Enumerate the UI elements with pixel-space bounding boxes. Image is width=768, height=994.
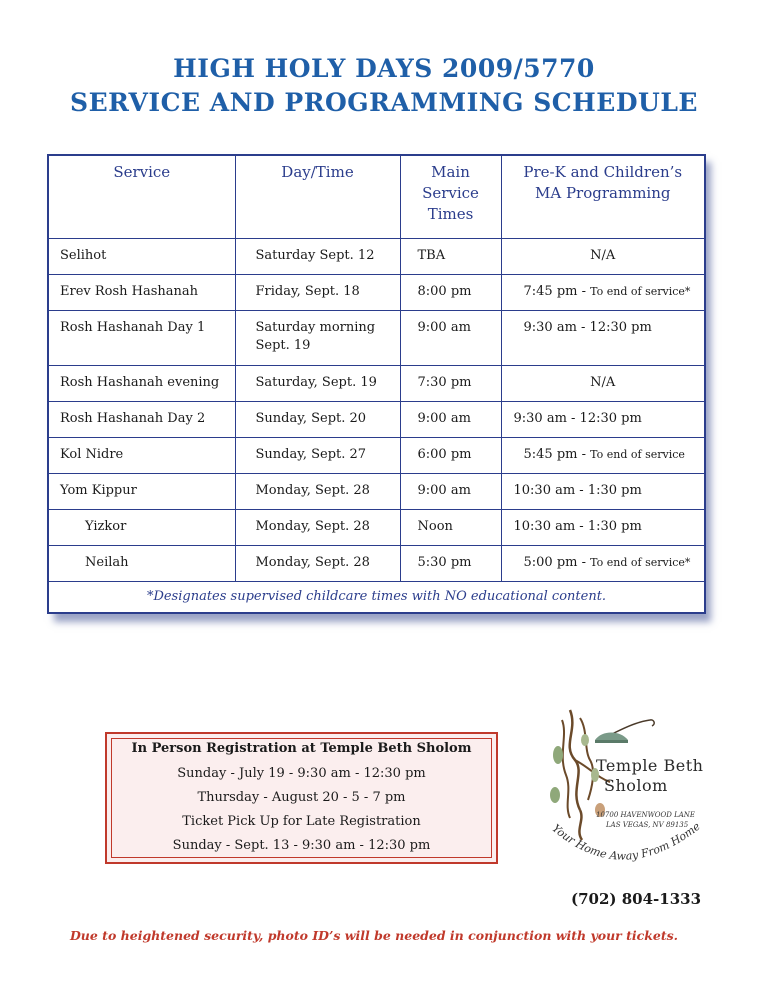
header-main-service-times: Main Service Times	[400, 155, 501, 238]
table-row	[48, 401, 705, 437]
table-footnote: *Designates supervised childcare times with NO educational content.	[48, 581, 705, 613]
header-service: Service	[48, 155, 235, 238]
logo-name-line1: Temple Beth	[596, 756, 704, 775]
cell-day: Sunday, Sept. 27	[235, 437, 400, 473]
cell-main-time: 8:00 pm	[400, 274, 501, 310]
header-prek-programming: Pre-K and Children’s MA Programming	[501, 155, 705, 238]
cell-main-time: 6:00 pm	[400, 437, 501, 473]
cell-prek: 5:00 pm - To end of service*	[501, 545, 705, 581]
cell-prek-note: To end of service	[590, 447, 685, 461]
cell-day: Saturday Sept. 12	[235, 238, 400, 274]
cell-main-time: 7:30 pm	[400, 365, 501, 401]
cell-service: Rosh Hashanah Day 1	[48, 310, 235, 365]
cell-day: Monday, Sept. 28	[235, 545, 400, 581]
cell-prek: N/A	[501, 238, 705, 274]
cell-service: Selihot	[48, 238, 235, 274]
header-day-time: Day/Time	[235, 155, 400, 238]
cell-prek: 10:30 am - 1:30 pm	[501, 473, 705, 509]
cell-service: Yom Kippur	[48, 473, 235, 509]
cell-main-time: 9:00 am	[400, 310, 501, 365]
table-row	[48, 238, 705, 274]
table-row	[48, 509, 705, 545]
cell-prek: 10:30 am - 1:30 pm	[501, 509, 705, 545]
logo-tagline	[540, 700, 730, 880]
registration-box	[105, 732, 498, 864]
table-row	[48, 365, 705, 401]
logo-name-line2: Sholom	[604, 776, 668, 795]
cell-service: Rosh Hashanah evening	[48, 365, 235, 401]
schedule-table-container	[47, 154, 704, 614]
cell-service: Erev Rosh Hashanah	[48, 274, 235, 310]
cell-prek-note: To end of service*	[590, 555, 691, 569]
table-row	[48, 545, 705, 581]
registration-line: Sunday - Sept. 13 - 9:30 am - 12:30 pm	[172, 838, 431, 853]
footnote-row	[48, 581, 705, 613]
cell-main-time: 9:00 am	[400, 473, 501, 509]
svg-text:Your Home Away From Home: Your Home Away From Home	[549, 819, 703, 863]
registration-heading: In Person Registration at Temple Beth Sholom	[131, 741, 472, 756]
page-title-line1: HIGH HOLY DAYS 2009/5770	[173, 54, 595, 83]
cell-prek-note: To end of service*	[590, 284, 691, 298]
cell-prek: 9:30 am - 12:30 pm	[501, 310, 705, 365]
cell-day: Sunday, Sept. 20	[235, 401, 400, 437]
cell-main-time: TBA	[400, 238, 501, 274]
cell-day: Monday, Sept. 28	[235, 473, 400, 509]
cell-main-time: 5:30 pm	[400, 545, 501, 581]
security-notice: Due to heightened security, photo ID’s will be needed in conjunction with your tickets.	[69, 928, 679, 943]
cell-prek: 5:45 pm - To end of service	[501, 437, 705, 473]
page-title-line2: SERVICE AND PROGRAMMING SCHEDULE	[70, 88, 698, 117]
cell-prek: 7:45 pm - To end of service*	[501, 274, 705, 310]
cell-main-time: Noon	[400, 509, 501, 545]
phone-number: (702) 804-1333	[571, 890, 702, 908]
registration-line: Sunday - July 19 - 9:30 am - 12:30 pm	[177, 766, 426, 781]
cell-service: Yizkor	[48, 509, 235, 545]
cell-service: Rosh Hashanah Day 2	[48, 401, 235, 437]
table-row	[48, 274, 705, 310]
cell-service: Kol Nidre	[48, 437, 235, 473]
schedule-header-row	[48, 155, 705, 238]
registration-line: Thursday - August 20 - 5 - 7 pm	[197, 790, 406, 805]
schedule-table	[47, 154, 706, 614]
logo-address-line2: LAS VEGAS, NV 89135	[606, 821, 689, 829]
cell-day: Friday, Sept. 18	[235, 274, 400, 310]
cell-service: Neilah	[48, 545, 235, 581]
logo-address-line1: 10700 HAVENWOOD LANE	[596, 811, 696, 819]
cell-day: Saturday, Sept. 19	[235, 365, 400, 401]
cell-prek: 9:30 am - 12:30 pm	[501, 401, 705, 437]
cell-day: Saturday morning Sept. 19	[235, 310, 400, 365]
table-row	[48, 437, 705, 473]
table-row	[48, 473, 705, 509]
cell-day: Monday, Sept. 28	[235, 509, 400, 545]
cell-prek: N/A	[501, 365, 705, 401]
cell-main-time: 9:00 am	[400, 401, 501, 437]
temple-logo	[540, 700, 730, 880]
table-row	[48, 310, 705, 365]
registration-line: Ticket Pick Up for Late Registration	[182, 814, 421, 829]
